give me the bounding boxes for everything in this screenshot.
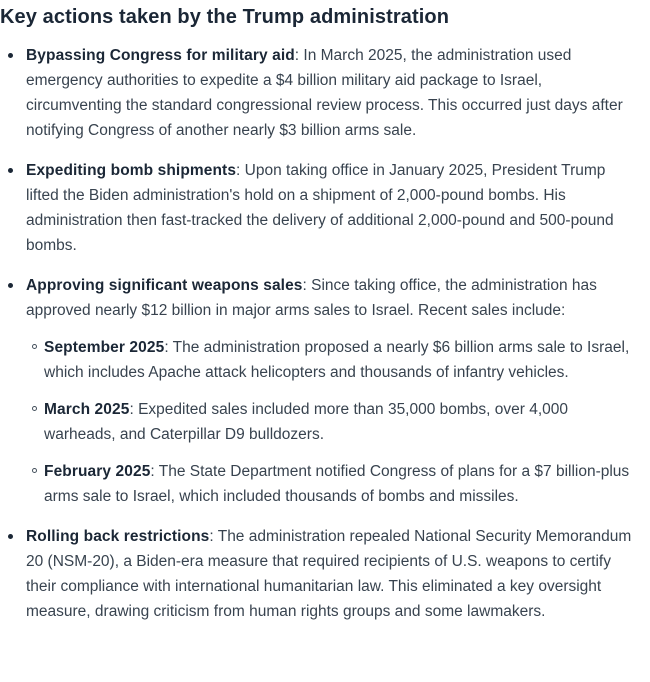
sub-list-item-text: : The State Department notified Congress of plans for a $7 billion-plus arms sale to Israel, which included thousands of bombs and missiles. [44, 463, 630, 505]
list-item-rolling-back-restrictions [0, 524, 640, 624]
list-item-expediting-shipments [0, 158, 640, 258]
list-item-label: Expediting bomb shipments [26, 162, 237, 179]
sub-list-item-label: February 2025 [44, 463, 151, 480]
bullet-circle-icon [32, 468, 37, 473]
bullet-disc-icon [8, 53, 13, 58]
bullet-circle-icon [32, 406, 37, 411]
list-item-approving-sales [0, 273, 640, 509]
list-item-text: : Upon taking office in January 2025, President Trump lifted the Biden administration's hold on a shipment of 2,000-pound bombs. His administration then fast-tracked the delivery of additional 2,000-pound and 500-pound bombs. [26, 162, 614, 254]
sub-list-item-label: March 2025 [44, 401, 130, 418]
list-item-label: Approving significant weapons sales [26, 277, 303, 294]
sub-list-item-label: September 2025 [44, 339, 165, 356]
page-title: Key actions taken by the Trump administration [0, 6, 450, 28]
sub-list-item-march-2025 [26, 397, 640, 447]
sub-list-item-september-2025 [26, 335, 640, 385]
recent-sales-sublist [26, 335, 640, 509]
bullet-disc-icon [8, 283, 13, 288]
sub-list-item-text: : The administration proposed a nearly $6 billion arms sale to Israel, which includes Apache attack helicopters and thousands of infantry vehicles. [44, 339, 630, 381]
bullet-circle-icon [32, 344, 37, 349]
list-item-text: : The administration repealed National Security Memorandum 20 (NSM-20), a Biden-era measure that required recipients of U.S. weapons to certify their compliance with international humanitarian law. This eliminated a key oversight measure, drawing criticism from human rights groups and some lawmakers. [26, 528, 632, 620]
sub-list-item-text: : Expedited sales included more than 35,000 bombs, over 4,000 warheads, and Caterpillar D9 bulldozers. [44, 401, 569, 443]
sub-list-item-february-2025 [26, 459, 640, 509]
list-item-label: Bypassing Congress for military aid [26, 47, 295, 64]
list-item-label: Rolling back restrictions [26, 528, 210, 545]
bullet-disc-icon [8, 534, 13, 539]
list-item-bypassing-congress [0, 43, 640, 143]
list-item-text: : Since taking office, the administration has approved nearly $12 billion in major arms sales to Israel. Recent sales include: [26, 277, 597, 319]
list-item-text: : In March 2025, the administration used emergency authorities to expedite a $4 billion military aid package to Israel, circumventing the standard congressional review process. This occurred just days after notifying Congress of another nearly $3 billion arms sale. [26, 47, 623, 139]
bullet-disc-icon [8, 168, 13, 173]
key-actions-list [0, 43, 640, 624]
